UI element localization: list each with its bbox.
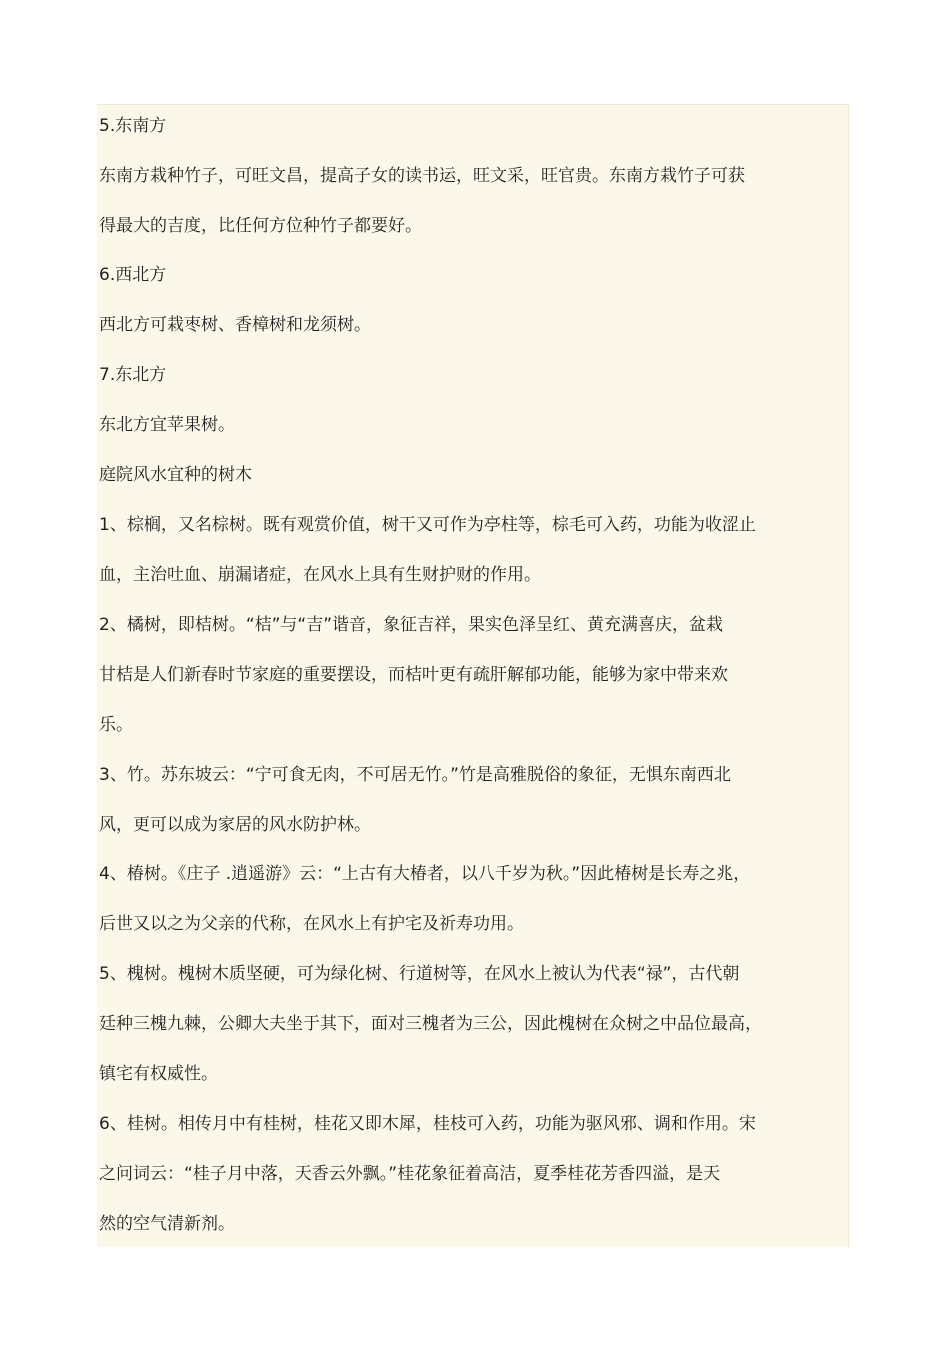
paragraph-line: 东北方宜苹果树。 [99,415,235,435]
paragraph-line: 后世又以之为父亲的代称，在风水上有护宅及祈寿功用。 [99,914,524,934]
paragraph-line: 西北方可栽枣树、香樟树和龙须树。 [99,315,371,335]
paragraph-line: 风，更可以成为家居的风水防护林。 [99,815,371,835]
paragraph-line: 得最大的吉度，比任何方位种竹子都要好。 [99,216,422,236]
section-title: 庭院风水宜种的树木 [99,465,252,485]
paragraph-line: 之问词云：“桂子月中落，天香云外飘。”桂花象征着高洁，夏季桂花芳香四溢，是天 [99,1164,721,1184]
heading-southeast: 5.东南方 [99,116,167,136]
paragraph-line: 4、椿树。《庄子 .逍遥游》云：“上古有大椿者，以八千岁为秋。”因此椿树是长寿之兆， [99,864,751,884]
paragraph-line: 2、橘树，即桔树。“桔”与“吉”谐音，象征吉祥，果实色泽呈红、黄充满喜庆，盆栽 [99,615,724,635]
paragraph-line: 廷种三槐九棘，公卿大夫坐于其下，面对三槐者为三公，因此槐树在众树之中品位最高， [99,1014,762,1034]
paragraph-line: 甘桔是人们新春时节家庭的重要摆设，而桔叶更有疏肝解郁功能，能够为家中带来欢 [99,665,728,685]
paragraph-line: 1、棕榈，又名棕树。既有观赏价值，树干又可作为亭柱等，棕毛可入药，功能为收涩止 [99,515,756,535]
paragraph-line: 6、桂树。相传月中有桂树，桂花又即木犀，桂枝可入药，功能为驱风邪、调和作用。宋 [99,1114,756,1134]
paragraph-line: 3、竹。苏东坡云：“宁可食无肉，不可居无竹。”竹是高雅脱俗的象征，无惧东南西北 [99,765,731,785]
paragraph-line: 5、槐树。槐树木质坚硬，可为绿化树、行道树等，在风水上被认为代表“禄”，古代朝 [99,964,740,984]
heading-northwest: 6.西北方 [99,265,167,285]
paragraph-line: 东南方栽种竹子，可旺文昌，提高子女的读书运，旺文采，旺官贵。东南方栽竹子可获 [99,166,745,186]
paragraph-line: 然的空气清新剂。 [99,1214,235,1234]
paragraph-line: 乐。 [99,715,133,735]
paragraph-line: 镇宅有权威性。 [99,1064,218,1084]
paragraph-line: 血，主治吐血、崩漏诸症，在风水上具有生财护财的作用。 [99,565,541,585]
heading-northeast: 7.东北方 [99,365,167,385]
